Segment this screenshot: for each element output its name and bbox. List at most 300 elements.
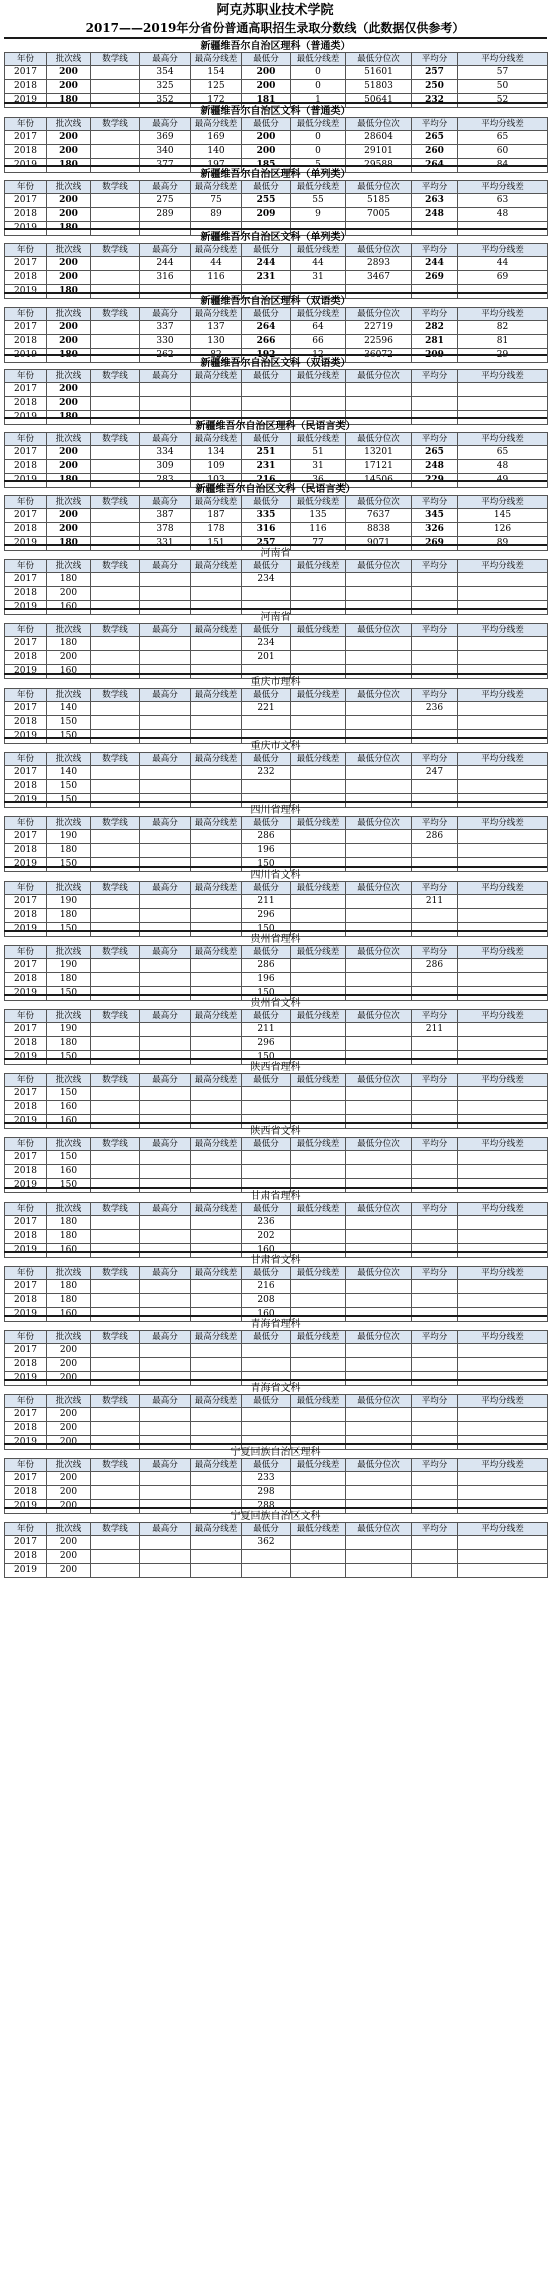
cell-math-line xyxy=(91,145,140,159)
column-header-year: 年份 xyxy=(5,1203,47,1216)
header-row xyxy=(5,1395,548,1408)
cell-avg-score xyxy=(412,1280,458,1294)
column-header-math-line: 数学线 xyxy=(91,244,140,257)
cell-min-score: 150 xyxy=(242,923,291,937)
cell-min-score-diff xyxy=(291,1087,346,1101)
cell-math-line xyxy=(91,194,140,208)
cell-avg-score-diff xyxy=(458,1151,548,1165)
column-header-avg-score-diff: 平均分线差 xyxy=(458,1331,548,1344)
cell-max-score-diff xyxy=(191,1280,242,1294)
cell-math-line xyxy=(91,1023,140,1037)
cell-max-score-diff xyxy=(191,1087,242,1101)
cell-batch-line: 180 xyxy=(47,349,91,363)
cell-avg-score xyxy=(412,637,458,651)
cell-max-score xyxy=(140,959,191,973)
cell-max-score xyxy=(140,1344,191,1358)
table-row xyxy=(5,716,548,730)
cell-min-score: 208 xyxy=(242,1294,291,1308)
cell-min-score: 231 xyxy=(242,460,291,474)
cell-max-score-diff xyxy=(191,1486,242,1500)
cell-batch-line: 150 xyxy=(47,1151,91,1165)
column-header-math-line: 数学线 xyxy=(91,1203,140,1216)
cell-min-score-diff xyxy=(291,1101,346,1115)
cell-avg-score-diff xyxy=(458,1408,548,1422)
score-section xyxy=(4,1507,547,1578)
score-section xyxy=(4,480,547,551)
cell-max-score-diff: 154 xyxy=(191,66,242,80)
score-table xyxy=(4,1266,548,1322)
column-header-min-score: 最低分 xyxy=(242,689,291,702)
cell-min-score: 221 xyxy=(242,702,291,716)
column-header-max-score: 最高分 xyxy=(140,1138,191,1151)
score-table xyxy=(4,559,548,615)
column-header-math-line: 数学线 xyxy=(91,308,140,321)
column-header-math-line: 数学线 xyxy=(91,1395,140,1408)
cell-min-score: 200 xyxy=(242,80,291,94)
cell-max-score-diff xyxy=(191,1037,242,1051)
cell-batch-line: 200 xyxy=(47,1372,91,1386)
table-row xyxy=(5,321,548,335)
cell-min-score: 232 xyxy=(242,766,291,780)
column-header-max-score-diff: 最高分线差 xyxy=(191,946,242,959)
cell-min-score-diff: 1 xyxy=(291,94,346,108)
column-header-min-score: 最低分 xyxy=(242,753,291,766)
cell-max-score xyxy=(140,1101,191,1115)
cell-min-score-rank xyxy=(346,1486,412,1500)
cell-avg-score xyxy=(412,1294,458,1308)
cell-year: 2017 xyxy=(5,1472,47,1486)
cell-avg-score-diff xyxy=(458,766,548,780)
table-row xyxy=(5,1422,548,1436)
cell-avg-score: 211 xyxy=(412,895,458,909)
section-title: 甘肃省理科 xyxy=(4,1187,547,1202)
column-header-avg-score-diff: 平均分线差 xyxy=(458,1203,548,1216)
cell-min-score-rank xyxy=(346,1037,412,1051)
cell-avg-score-diff xyxy=(458,383,548,397)
cell-min-score: 257 xyxy=(242,537,291,551)
section-title: 新疆维吾尔自治区文科（民语言类） xyxy=(4,480,547,495)
cell-max-score-diff xyxy=(191,830,242,844)
table-row xyxy=(5,973,548,987)
cell-year: 2019 xyxy=(5,1115,47,1129)
cell-avg-score xyxy=(412,1550,458,1564)
header-row xyxy=(5,1267,548,1280)
cell-min-score-diff xyxy=(291,1564,346,1578)
cell-min-score-diff xyxy=(291,1422,346,1436)
column-header-batch-line: 批次线 xyxy=(47,1395,91,1408)
column-header-batch-line: 批次线 xyxy=(47,624,91,637)
column-header-math-line: 数学线 xyxy=(91,689,140,702)
cell-min-score-diff xyxy=(291,973,346,987)
column-header-avg-score-diff: 平均分线差 xyxy=(458,370,548,383)
cell-min-score-rank: 2893 xyxy=(346,257,412,271)
cell-year: 2019 xyxy=(5,1244,47,1258)
cell-max-score xyxy=(140,1358,191,1372)
cell-min-score-rank: 13201 xyxy=(346,446,412,460)
cell-year: 2017 xyxy=(5,257,47,271)
score-section xyxy=(4,1315,547,1386)
cell-year: 2017 xyxy=(5,1536,47,1550)
cell-min-score: 234 xyxy=(242,573,291,587)
cell-avg-score xyxy=(412,587,458,601)
cell-year: 2019 xyxy=(5,349,47,363)
cell-min-score-diff: 51 xyxy=(291,446,346,460)
column-header-min-score: 最低分 xyxy=(242,624,291,637)
column-header-avg-score-diff: 平均分线差 xyxy=(458,1138,548,1151)
column-header-min-score-rank: 最低分位次 xyxy=(346,689,412,702)
cell-min-score-rank xyxy=(346,1294,412,1308)
cell-avg-score-diff: 82 xyxy=(458,321,548,335)
table-row xyxy=(5,959,548,973)
cell-batch-line: 190 xyxy=(47,830,91,844)
cell-avg-score-diff xyxy=(458,1087,548,1101)
cell-min-score-diff xyxy=(291,844,346,858)
cell-avg-score: 269 xyxy=(412,537,458,551)
cell-batch-line: 150 xyxy=(47,1051,91,1065)
cell-avg-score-diff xyxy=(458,1165,548,1179)
cell-min-score-diff: 77 xyxy=(291,537,346,551)
cell-max-score-diff: 103 xyxy=(191,474,242,488)
cell-math-line xyxy=(91,844,140,858)
cell-min-score-rank: 50641 xyxy=(346,94,412,108)
table-row xyxy=(5,1151,548,1165)
cell-avg-score: 232 xyxy=(412,94,458,108)
score-section xyxy=(4,417,547,488)
cell-batch-line: 190 xyxy=(47,895,91,909)
cell-year: 2017 xyxy=(5,131,47,145)
column-header-batch-line: 批次线 xyxy=(47,1331,91,1344)
cell-math-line xyxy=(91,766,140,780)
cell-max-score xyxy=(140,1486,191,1500)
score-table xyxy=(4,243,548,299)
cell-avg-score-diff xyxy=(458,1280,548,1294)
column-header-math-line: 数学线 xyxy=(91,1459,140,1472)
cell-math-line xyxy=(91,1165,140,1179)
cell-avg-score-diff xyxy=(458,1101,548,1115)
cell-year: 2018 xyxy=(5,1486,47,1500)
cell-min-score: 298 xyxy=(242,1486,291,1500)
cell-min-score-diff xyxy=(291,1472,346,1486)
cell-max-score xyxy=(140,780,191,794)
cell-avg-score-diff: 84 xyxy=(458,159,548,173)
cell-max-score xyxy=(140,1023,191,1037)
cell-year: 2019 xyxy=(5,1179,47,1193)
cell-min-score-diff: 55 xyxy=(291,194,346,208)
cell-math-line xyxy=(91,587,140,601)
column-header-avg-score-diff: 平均分线差 xyxy=(458,308,548,321)
cell-max-score-diff xyxy=(191,1344,242,1358)
header-row xyxy=(5,433,548,446)
cell-year: 2018 xyxy=(5,1358,47,1372)
cell-year: 2018 xyxy=(5,1230,47,1244)
cell-max-score xyxy=(140,1151,191,1165)
cell-avg-score-diff xyxy=(458,909,548,923)
column-header-year: 年份 xyxy=(5,817,47,830)
column-header-max-score: 最高分 xyxy=(140,560,191,573)
column-header-min-score: 最低分 xyxy=(242,1138,291,1151)
cell-min-score: 196 xyxy=(242,844,291,858)
cell-min-score-rank xyxy=(346,1536,412,1550)
cell-year: 2018 xyxy=(5,780,47,794)
cell-avg-score: 236 xyxy=(412,702,458,716)
cell-min-score-rank: 7005 xyxy=(346,208,412,222)
column-header-math-line: 数学线 xyxy=(91,53,140,66)
table-row xyxy=(5,1037,548,1051)
cell-min-score-diff: 66 xyxy=(291,335,346,349)
cell-max-score-diff xyxy=(191,1550,242,1564)
section-title: 四川省文科 xyxy=(4,866,547,881)
score-section xyxy=(4,165,547,236)
column-header-year: 年份 xyxy=(5,1138,47,1151)
table-row xyxy=(5,637,548,651)
cell-min-score-rank xyxy=(346,844,412,858)
column-header-avg-score: 平均分 xyxy=(412,370,458,383)
cell-max-score xyxy=(140,766,191,780)
score-section xyxy=(4,1443,547,1514)
section-title: 四川省理科 xyxy=(4,801,547,816)
cell-max-score: 334 xyxy=(140,446,191,460)
cell-batch-line: 180 xyxy=(47,844,91,858)
cell-avg-score: 265 xyxy=(412,446,458,460)
column-header-year: 年份 xyxy=(5,181,47,194)
column-header-math-line: 数学线 xyxy=(91,370,140,383)
column-header-avg-score: 平均分 xyxy=(412,1459,458,1472)
cell-avg-score-diff xyxy=(458,1358,548,1372)
cell-max-score xyxy=(140,1550,191,1564)
column-header-avg-score: 平均分 xyxy=(412,946,458,959)
cell-year: 2018 xyxy=(5,271,47,285)
column-header-avg-score: 平均分 xyxy=(412,496,458,509)
cell-min-score xyxy=(242,716,291,730)
column-header-min-score-rank: 最低分位次 xyxy=(346,496,412,509)
table-row xyxy=(5,446,548,460)
column-header-avg-score: 平均分 xyxy=(412,753,458,766)
score-section xyxy=(4,102,547,173)
score-table xyxy=(4,816,548,872)
cell-min-score-rank: 17121 xyxy=(346,460,412,474)
cell-batch-line: 160 xyxy=(47,1308,91,1322)
column-header-math-line: 数学线 xyxy=(91,753,140,766)
column-header-year: 年份 xyxy=(5,244,47,257)
column-header-avg-score: 平均分 xyxy=(412,53,458,66)
cell-year: 2018 xyxy=(5,335,47,349)
cell-avg-score-diff xyxy=(458,1550,548,1564)
table-row xyxy=(5,651,548,665)
column-header-avg-score: 平均分 xyxy=(412,560,458,573)
column-header-avg-score-diff: 平均分线差 xyxy=(458,1523,548,1536)
column-header-min-score: 最低分 xyxy=(242,1331,291,1344)
cell-year: 2017 xyxy=(5,573,47,587)
column-header-max-score: 最高分 xyxy=(140,1331,191,1344)
cell-max-score-diff: 130 xyxy=(191,335,242,349)
cell-math-line xyxy=(91,702,140,716)
column-header-min-score-diff: 最低分线差 xyxy=(291,1203,346,1216)
cell-max-score-diff xyxy=(191,651,242,665)
score-section xyxy=(4,801,547,872)
cell-year: 2017 xyxy=(5,383,47,397)
cell-min-score: 160 xyxy=(242,1244,291,1258)
cell-min-score-diff xyxy=(291,383,346,397)
cell-year: 2017 xyxy=(5,830,47,844)
cell-min-score-diff xyxy=(291,1408,346,1422)
cell-year: 2018 xyxy=(5,397,47,411)
score-section xyxy=(4,292,547,363)
column-header-min-score: 最低分 xyxy=(242,1010,291,1023)
cell-min-score-rank: 29101 xyxy=(346,145,412,159)
column-header-batch-line: 批次线 xyxy=(47,946,91,959)
column-header-max-score: 最高分 xyxy=(140,496,191,509)
table-row xyxy=(5,1486,548,1500)
cell-max-score-diff xyxy=(191,1230,242,1244)
cell-min-score-rank xyxy=(346,1087,412,1101)
cell-avg-score-diff: 63 xyxy=(458,194,548,208)
header-row xyxy=(5,882,548,895)
cell-min-score xyxy=(242,1165,291,1179)
cell-year: 2018 xyxy=(5,1165,47,1179)
cell-min-score-diff: 44 xyxy=(291,257,346,271)
cell-min-score-rank: 22596 xyxy=(346,335,412,349)
section-title: 河南省 xyxy=(4,608,547,623)
cell-min-score: 185 xyxy=(242,159,291,173)
cell-min-score-diff xyxy=(291,1216,346,1230)
cell-min-score: 160 xyxy=(242,1308,291,1322)
cell-min-score-rank xyxy=(346,780,412,794)
cell-year: 2019 xyxy=(5,730,47,744)
cell-avg-score-diff xyxy=(458,702,548,716)
header-row xyxy=(5,1138,548,1151)
column-header-max-score: 最高分 xyxy=(140,53,191,66)
cell-avg-score xyxy=(412,1344,458,1358)
cell-min-score: 286 xyxy=(242,959,291,973)
cell-batch-line: 200 xyxy=(47,1564,91,1578)
cell-avg-score-diff xyxy=(458,1037,548,1051)
column-header-avg-score-diff: 平均分线差 xyxy=(458,433,548,446)
cell-max-score-diff: 89 xyxy=(191,208,242,222)
column-header-max-score: 最高分 xyxy=(140,689,191,702)
cell-math-line xyxy=(91,973,140,987)
section-title: 新疆维吾尔自治区理科（民语言类） xyxy=(4,417,547,432)
table-row xyxy=(5,1087,548,1101)
cell-avg-score-diff: 29 xyxy=(458,349,548,363)
cell-avg-score-diff xyxy=(458,1536,548,1550)
cell-min-score: 231 xyxy=(242,271,291,285)
cell-year: 2018 xyxy=(5,651,47,665)
cell-year: 2019 xyxy=(5,987,47,1001)
header-row xyxy=(5,181,548,194)
cell-max-score: 387 xyxy=(140,509,191,523)
cell-max-score xyxy=(140,1564,191,1578)
section-title: 新疆维吾尔自治区文科（双语类） xyxy=(4,354,547,369)
cell-max-score xyxy=(140,1422,191,1436)
column-header-min-score: 最低分 xyxy=(242,1459,291,1472)
column-header-min-score-diff: 最低分线差 xyxy=(291,496,346,509)
cell-min-score: 233 xyxy=(242,1472,291,1486)
cell-min-score-diff xyxy=(291,1294,346,1308)
cell-math-line xyxy=(91,573,140,587)
table-row xyxy=(5,1101,548,1115)
column-header-max-score-diff: 最高分线差 xyxy=(191,1395,242,1408)
cell-min-score-rank xyxy=(346,1358,412,1372)
score-table xyxy=(4,945,548,1001)
cell-min-score-rank: 9071 xyxy=(346,537,412,551)
cell-min-score-rank: 3467 xyxy=(346,271,412,285)
cell-max-score xyxy=(140,1230,191,1244)
cell-min-score: 209 xyxy=(242,208,291,222)
cell-max-score-diff xyxy=(191,383,242,397)
cell-year: 2017 xyxy=(5,766,47,780)
table-row xyxy=(5,895,548,909)
cell-batch-line: 190 xyxy=(47,1023,91,1037)
column-header-min-score: 最低分 xyxy=(242,370,291,383)
cell-batch-line: 200 xyxy=(47,509,91,523)
cell-min-score-diff: 12 xyxy=(291,349,346,363)
cell-avg-score-diff: 48 xyxy=(458,208,548,222)
column-header-year: 年份 xyxy=(5,433,47,446)
column-header-min-score-diff: 最低分线差 xyxy=(291,433,346,446)
column-header-avg-score: 平均分 xyxy=(412,624,458,637)
cell-year: 2018 xyxy=(5,716,47,730)
section-title: 新疆维吾尔自治区理科（单列类） xyxy=(4,165,547,180)
cell-year: 2018 xyxy=(5,587,47,601)
cell-min-score: 362 xyxy=(242,1536,291,1550)
cell-avg-score xyxy=(412,1151,458,1165)
column-header-batch-line: 批次线 xyxy=(47,689,91,702)
cell-max-score xyxy=(140,1536,191,1550)
cell-math-line xyxy=(91,1550,140,1564)
cell-math-line xyxy=(91,780,140,794)
cell-min-score-rank xyxy=(346,383,412,397)
cell-batch-line: 200 xyxy=(47,194,91,208)
cell-max-score: 275 xyxy=(140,194,191,208)
cell-min-score-diff: 9 xyxy=(291,208,346,222)
cell-avg-score xyxy=(412,397,458,411)
table-row xyxy=(5,1536,548,1550)
cell-max-score xyxy=(140,973,191,987)
cell-min-score-rank xyxy=(346,637,412,651)
cell-min-score-diff xyxy=(291,895,346,909)
column-header-year: 年份 xyxy=(5,308,47,321)
cell-avg-score-diff: 49 xyxy=(458,474,548,488)
cell-min-score-rank xyxy=(346,1564,412,1578)
cell-year: 2019 xyxy=(5,222,47,236)
column-header-min-score: 最低分 xyxy=(242,433,291,446)
column-header-min-score: 最低分 xyxy=(242,1395,291,1408)
column-header-batch-line: 批次线 xyxy=(47,753,91,766)
header-row xyxy=(5,1459,548,1472)
table-row xyxy=(5,1165,548,1179)
table-row xyxy=(5,460,548,474)
table-row xyxy=(5,1294,548,1308)
column-header-min-score: 最低分 xyxy=(242,560,291,573)
column-header-max-score: 最高分 xyxy=(140,244,191,257)
cell-batch-line: 150 xyxy=(47,987,91,1001)
cell-year: 2018 xyxy=(5,1294,47,1308)
table-row xyxy=(5,383,548,397)
header-row xyxy=(5,624,548,637)
score-section xyxy=(4,228,547,299)
cell-min-score-rank: 28604 xyxy=(346,131,412,145)
cell-year: 2017 xyxy=(5,66,47,80)
header-row xyxy=(5,1331,548,1344)
section-title: 陕西省理科 xyxy=(4,1058,547,1073)
cell-max-score xyxy=(140,637,191,651)
cell-avg-score-diff xyxy=(458,895,548,909)
cell-min-score-diff: 0 xyxy=(291,66,346,80)
cell-math-line xyxy=(91,1230,140,1244)
cell-min-score: 296 xyxy=(242,909,291,923)
cell-min-score-rank xyxy=(346,1422,412,1436)
cell-batch-line: 200 xyxy=(47,1486,91,1500)
